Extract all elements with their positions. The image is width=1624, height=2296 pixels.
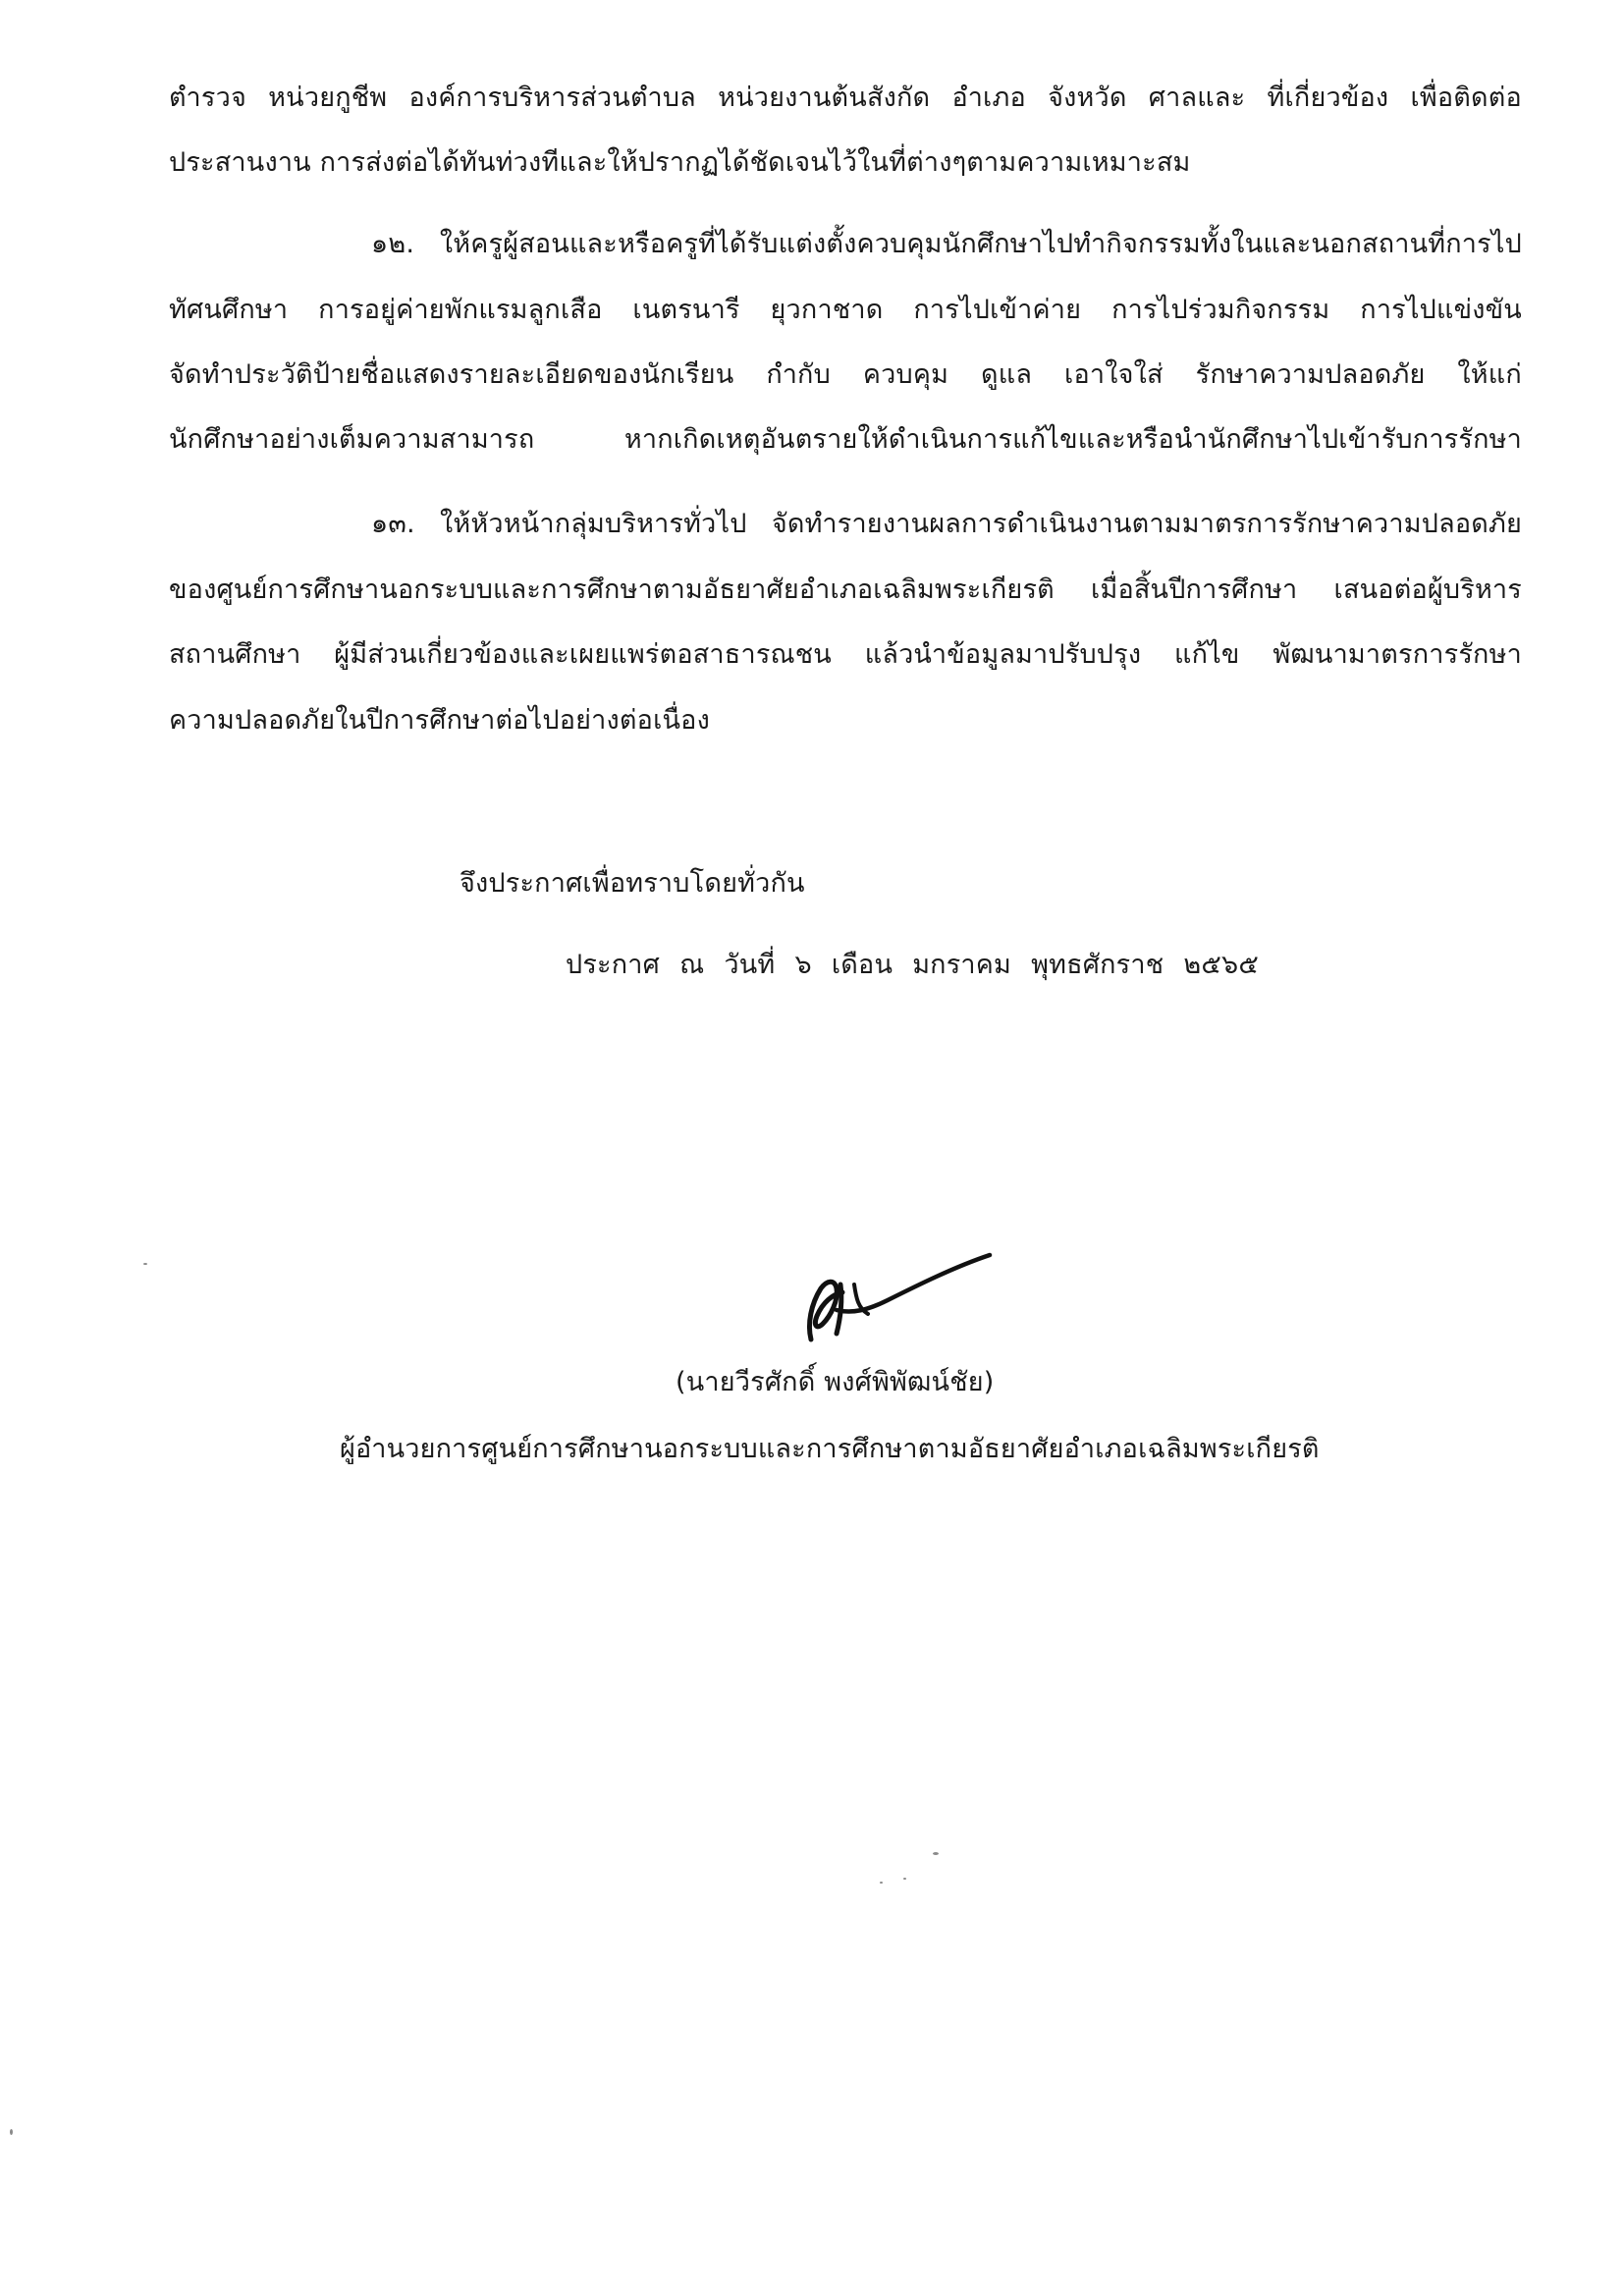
word: ผู้มีส่วนเกี่ยวข้องและเผยแพร่ตอสาธารณชน xyxy=(334,639,832,670)
word: แก้ไข xyxy=(1173,639,1240,670)
word: จังหวัด xyxy=(1048,82,1127,113)
para12-line2 xyxy=(169,291,1522,330)
word: แล้วนำข้อมูลมาปรับปรุง xyxy=(864,639,1142,670)
word: หากเกิดเหตุอันตรายให้ดำเนินการแก้ไขและหรือนำนักศึกษาไปเข้ารับการรักษา xyxy=(623,424,1522,455)
word: มกราคม xyxy=(912,950,1012,980)
word: เพื่อติดต่อ xyxy=(1410,82,1522,113)
word: ควบคุม xyxy=(862,359,949,390)
handwritten-signature xyxy=(797,1245,1003,1355)
word: เสนอต่อผู้บริหาร xyxy=(1333,574,1522,605)
word: เมื่อสิ้นปีการศึกษา xyxy=(1091,574,1298,605)
word: ที่เกี่ยวข้อง xyxy=(1267,82,1389,113)
word: ศาลและ xyxy=(1148,82,1246,113)
closing-statement: จึงประกาศเพื่อทราบโดยทั่วกัน xyxy=(460,868,805,899)
word: ของศูนย์การศึกษานอกระบบและการศึกษาตามอัธยาศัยอำเภอเฉลิมพระเกียรติ xyxy=(169,574,1055,605)
word: ยุวกาชาด xyxy=(770,295,884,325)
signer-position: ผู้อำนวยการศูนย์การศึกษานอกระบบและการศึกษาตามอัธยาศัยอำเภอเฉลิมพระเกียรติ xyxy=(340,1434,1320,1464)
word: หน่วยงานต้นสังกัด xyxy=(718,82,931,113)
word: นักศึกษาอย่างเต็มความสามารถ xyxy=(169,424,535,455)
scan-speck xyxy=(143,1263,147,1265)
word: ประกาศ xyxy=(566,950,660,980)
para13-line2 xyxy=(169,571,1522,610)
word: วันที่ xyxy=(724,950,776,980)
word: ทัศนศึกษา xyxy=(169,295,289,325)
word: ๑๓. xyxy=(371,509,415,539)
word: ดูแล xyxy=(981,359,1033,390)
word: จัดทำประวัติป้ายชื่อแสดงรายละเอียดของนักเรียน xyxy=(169,359,734,390)
para13-line4: ความปลอดภัยในปีการศึกษาต่อไปอย่างต่อเนื่อง xyxy=(169,705,710,736)
para11-line1 xyxy=(169,79,1522,118)
word: พุทธศักราช xyxy=(1031,950,1164,980)
word: เอาใจใส่ xyxy=(1064,359,1164,390)
word: เดือน xyxy=(831,950,893,980)
word: ให้หัวหน้ากลุ่มบริหารทั่วไป xyxy=(439,509,747,539)
word: กำกับ xyxy=(766,359,831,390)
scan-speck xyxy=(933,1852,939,1855)
word: สถานศึกษา xyxy=(169,639,301,670)
word: การไปร่วมกิจกรรม xyxy=(1111,295,1330,325)
scan-speck xyxy=(880,1882,883,1884)
para13-line3 xyxy=(169,635,1522,675)
word: ๒๕๖๕ xyxy=(1183,950,1259,980)
word: ให้แก่ xyxy=(1457,359,1522,390)
word: รักษาความปลอดภัย xyxy=(1195,359,1426,390)
word: ให้ครูผู้สอนและหรือครูที่ได้รับแต่งตั้งควบคุมนักศึกษาไปทำกิจกรรมทั้งในและนอกสถานที่การไป xyxy=(439,229,1522,259)
scan-speck xyxy=(10,2129,13,2135)
scan-speck xyxy=(903,1878,906,1880)
word: ณ xyxy=(679,950,705,980)
signer-name: (นายวีรศักดิ์ พงศ์พิพัฒน์ชัย) xyxy=(676,1367,995,1397)
para11-line2: ประสานงาน การส่งต่อได้ทันท่วงทีและให้ปรากฏได้ชัดเจนไว้ในที่ต่างๆตามความเหมาะสม xyxy=(169,147,1191,178)
word: เนตรนารี xyxy=(632,295,740,325)
word: พัฒนามาตรการรักษา xyxy=(1272,639,1522,670)
para12-line3 xyxy=(169,355,1522,395)
word: หน่วยกูชีพ xyxy=(268,82,388,113)
word: จัดทำรายงานผลการดำเนินงานตามมาตรการรักษาความปลอดภัย xyxy=(771,509,1522,539)
word: การไปเข้าค่าย xyxy=(913,295,1082,325)
word: อำเภอ xyxy=(951,82,1026,113)
announcement-date xyxy=(566,946,1259,985)
word: ๑๒. xyxy=(371,229,415,259)
para12-line4 xyxy=(169,420,1522,460)
word: องค์การบริหารส่วนตำบล xyxy=(408,82,696,113)
word: ๖ xyxy=(794,950,812,980)
word: การอยู่ค่ายพักแรมลูกเสือ xyxy=(318,295,603,325)
word: ตำรวจ xyxy=(169,82,246,113)
word: การไปแข่งขัน xyxy=(1360,295,1522,325)
para13-line1 xyxy=(371,505,1522,544)
para12-line1 xyxy=(371,225,1522,264)
